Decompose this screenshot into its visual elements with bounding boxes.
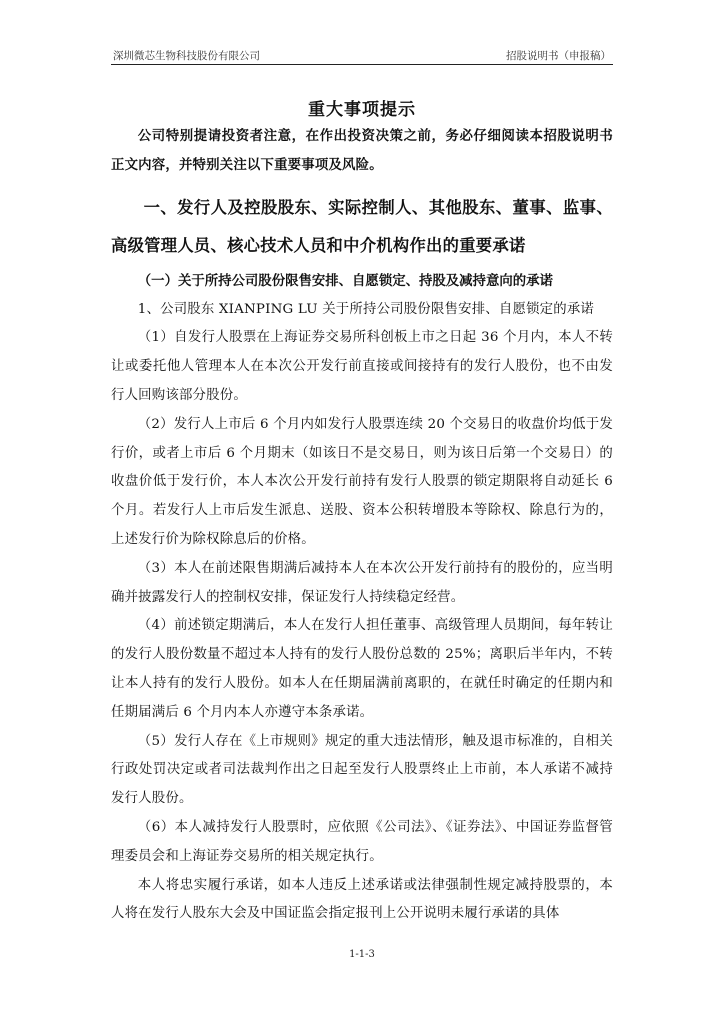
document-body — [111, 123, 613, 929]
commitment-paragraph-4: （4）前述锁定期满后，本人在发行人担任董事、高级管理人员期间，每年转让的发行人股份数量不超过本人持有的发行人股份总数的 25%；离职后半年内，不转让本人持有的发行人股份。如本人在任期届满前离职的，在就任时确定的任期内和任期届满后 6 个月内本人亦遵守本条承诺。 — [111, 618, 613, 720]
intro-paragraph: 公司特别提请投资者注意，在作出投资决策之前，务必仔细阅读本招股说明书正文内容，并特别关注以下重要事项及风险。 — [111, 129, 613, 173]
header-company-name: 深圳微芯生物科技股份有限公司 — [113, 50, 260, 62]
page-number: 1-1-3 — [349, 949, 375, 960]
page-header — [111, 46, 613, 65]
commitment-paragraph-3: （3）本人在前述限售期满后减持本人在本次公开发行前持有的股份的，应当明确并披露发行人的控制权安排，保证发行人持续稳定经营。 — [111, 560, 613, 605]
item-1-title: 1、公司股东 XIANPING LU 关于所持公司股份限售安排、自愿锁定的承诺 — [137, 301, 595, 317]
commitment-paragraph-7: 本人将忠实履行承诺，如本人违反上述承诺或法律强制性规定减持股票的，本人将在发行人股东大会及中国证监会指定报刊上公开说明未履行承诺的具体 — [111, 877, 613, 922]
commitment-paragraph-6: （6）本人减持发行人股票时，应依照《公司法》、《证券法》、中国证券监督管理委员会和上海证券交易所的相关规定执行。 — [111, 819, 613, 864]
subsection-1-heading: （一）关于所持公司股份限售安排、自愿锁定、持股及减持意向的承诺 — [137, 273, 553, 289]
commitment-paragraph-1: （1）自发行人股票在上海证券交易所科创板上市之日起 36 个月内，本人不转让或委托他人管理本人在本次公开发行前直接或间接持有的发行人股份，也不由发行人回购该部分股份。 — [111, 330, 613, 403]
page-title: 重大事项提示 — [308, 100, 416, 120]
section-1-heading: 一、发行人及控股股东、实际控制人、其他股东、董事、监事、高级管理人员、核心技术人员和中介机构作出的重要承诺 — [111, 197, 613, 255]
commitment-paragraph-2: （2）发行人上市后 6 个月内如发行人股票连续 20 个交易日的收盘价均低于发行价，或者上市后 6 个月期末（如该日不是交易日，则为该日后第一个交易日）的收盘价低于发行价，本人本次公开发行前持有发行人股票的锁定期限将自动延长 6 个月。若发行人上市后发生派息、送股、资本公积转增股本等除权、除息行为的，上述发行价为除权除息后的价格。 — [111, 416, 613, 547]
commitment-paragraph-5: （5）发行人存在《上市规则》规定的重大违法情形，触及退市标准的，自相关行政处罚决定或者司法裁判作出之日起至发行人股票终止上市前，本人承诺不减持发行人股份。 — [111, 733, 613, 807]
header-document-type: 招股说明书（申报稿） — [506, 50, 611, 62]
